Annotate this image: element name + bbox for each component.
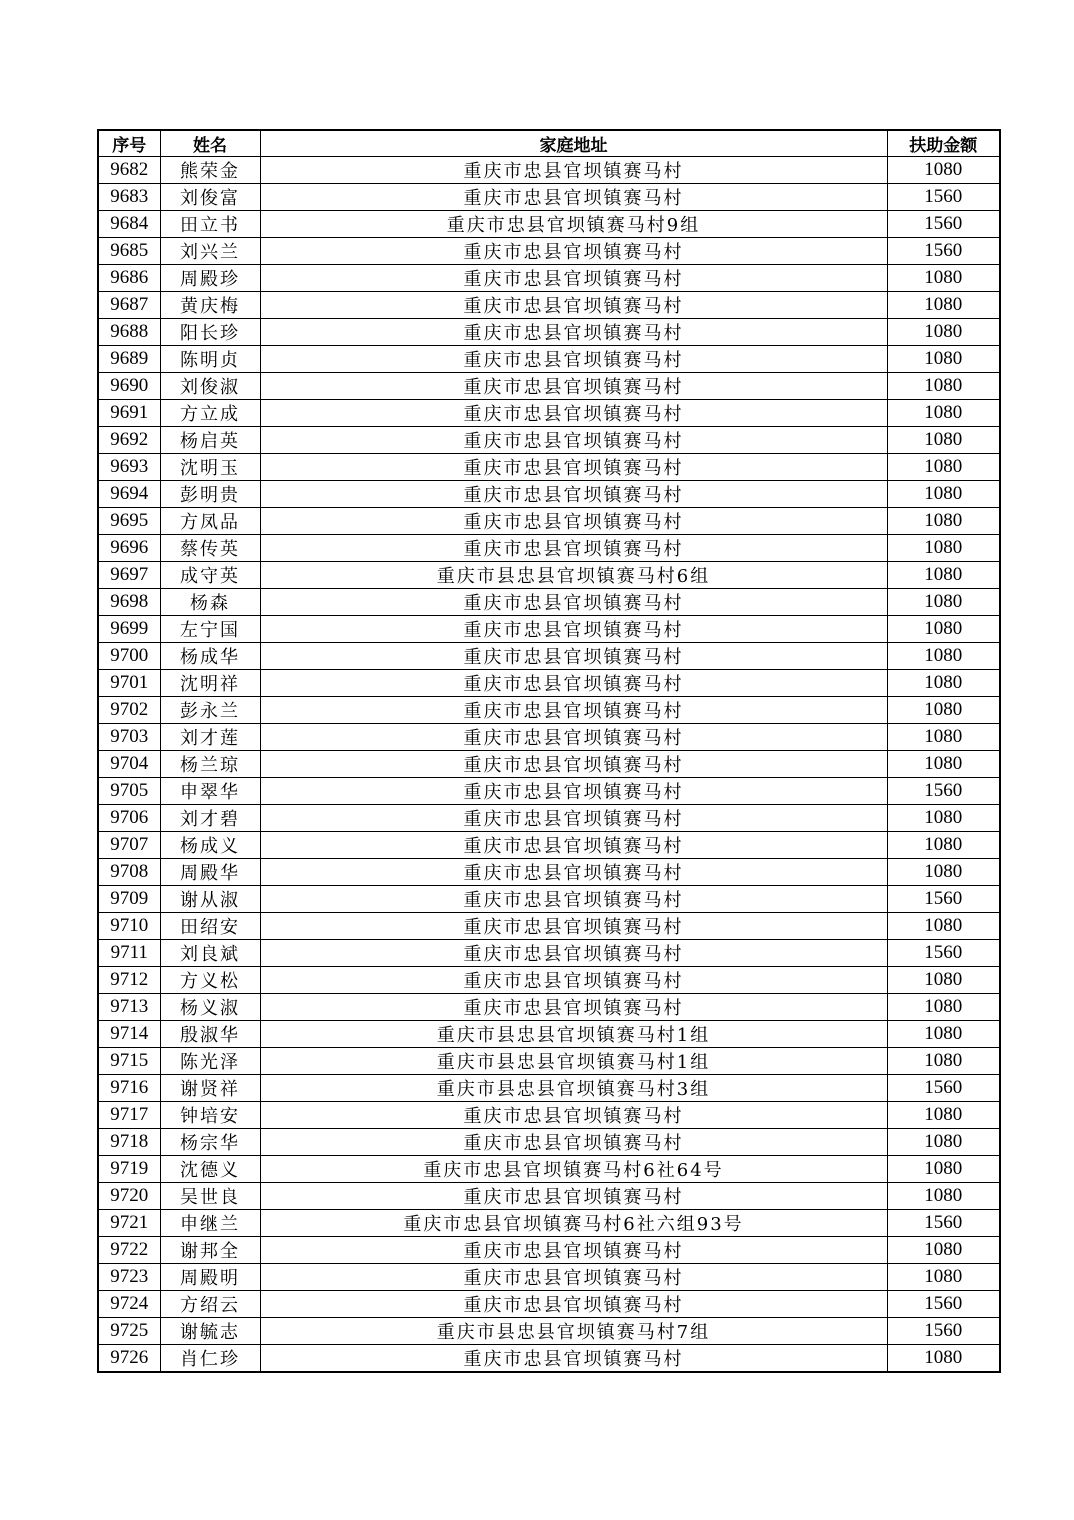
row-name: 阳长珍 bbox=[160, 319, 260, 346]
row-name: 方凤品 bbox=[160, 508, 260, 535]
row-seq: 9702 bbox=[98, 697, 160, 724]
table-row bbox=[98, 724, 1000, 751]
row-name: 方义松 bbox=[160, 967, 260, 994]
row-seq: 9697 bbox=[98, 562, 160, 589]
row-address: 重庆市忠县官坝镇赛马村 bbox=[260, 994, 887, 1021]
table-row bbox=[98, 967, 1000, 994]
row-amount: 1080 bbox=[887, 994, 1000, 1021]
row-seq: 9709 bbox=[98, 886, 160, 913]
row-address: 重庆市忠县官坝镇赛马村 bbox=[260, 940, 887, 967]
row-seq: 9726 bbox=[98, 1345, 160, 1373]
row-name: 申继兰 bbox=[160, 1210, 260, 1237]
row-address: 重庆市县忠县官坝镇赛马村1组 bbox=[260, 1048, 887, 1075]
row-amount: 1080 bbox=[887, 643, 1000, 670]
table-row bbox=[98, 562, 1000, 589]
row-amount: 1560 bbox=[887, 184, 1000, 211]
row-name: 杨义淑 bbox=[160, 994, 260, 1021]
row-address: 重庆市忠县官坝镇赛马村 bbox=[260, 319, 887, 346]
row-seq: 9707 bbox=[98, 832, 160, 859]
table-row bbox=[98, 427, 1000, 454]
row-seq: 9686 bbox=[98, 265, 160, 292]
row-name: 蔡传英 bbox=[160, 535, 260, 562]
row-seq: 9705 bbox=[98, 778, 160, 805]
row-amount: 1080 bbox=[887, 967, 1000, 994]
row-name: 杨森 bbox=[160, 589, 260, 616]
row-seq: 9694 bbox=[98, 481, 160, 508]
row-seq: 9684 bbox=[98, 211, 160, 238]
row-seq: 9691 bbox=[98, 400, 160, 427]
table-body bbox=[98, 157, 1000, 1373]
table-row bbox=[98, 1075, 1000, 1102]
row-name: 刘才莲 bbox=[160, 724, 260, 751]
row-address: 重庆市忠县官坝镇赛马村 bbox=[260, 454, 887, 481]
row-seq: 9687 bbox=[98, 292, 160, 319]
row-address: 重庆市忠县官坝镇赛马村9组 bbox=[260, 211, 887, 238]
row-seq: 9688 bbox=[98, 319, 160, 346]
table-row bbox=[98, 454, 1000, 481]
table-row bbox=[98, 886, 1000, 913]
row-address: 重庆市忠县官坝镇赛马村 bbox=[260, 1237, 887, 1264]
row-seq: 9714 bbox=[98, 1021, 160, 1048]
row-amount: 1080 bbox=[887, 1129, 1000, 1156]
row-name: 熊荣金 bbox=[160, 157, 260, 184]
table-row bbox=[98, 1183, 1000, 1210]
row-amount: 1080 bbox=[887, 832, 1000, 859]
header-amount: 扶助金额 bbox=[887, 130, 1000, 157]
row-name: 方立成 bbox=[160, 400, 260, 427]
row-seq: 9706 bbox=[98, 805, 160, 832]
row-amount: 1080 bbox=[887, 157, 1000, 184]
row-address: 重庆市忠县官坝镇赛马村 bbox=[260, 778, 887, 805]
row-name: 刘俊淑 bbox=[160, 373, 260, 400]
row-amount: 1560 bbox=[887, 211, 1000, 238]
row-seq: 9719 bbox=[98, 1156, 160, 1183]
row-seq: 9713 bbox=[98, 994, 160, 1021]
row-address: 重庆市忠县官坝镇赛马村 bbox=[260, 373, 887, 400]
row-name: 陈明贞 bbox=[160, 346, 260, 373]
row-seq: 9689 bbox=[98, 346, 160, 373]
table-row bbox=[98, 697, 1000, 724]
row-amount: 1560 bbox=[887, 1210, 1000, 1237]
table-row bbox=[98, 751, 1000, 778]
table-row bbox=[98, 238, 1000, 265]
row-seq: 9708 bbox=[98, 859, 160, 886]
table-row bbox=[98, 481, 1000, 508]
row-name: 沈明玉 bbox=[160, 454, 260, 481]
row-address: 重庆市忠县官坝镇赛马村 bbox=[260, 1183, 887, 1210]
row-seq: 9701 bbox=[98, 670, 160, 697]
row-seq: 9725 bbox=[98, 1318, 160, 1345]
table-row bbox=[98, 211, 1000, 238]
row-amount: 1560 bbox=[887, 238, 1000, 265]
beneficiary-table bbox=[97, 129, 1001, 1373]
row-address: 重庆市忠县官坝镇赛马村 bbox=[260, 265, 887, 292]
row-name: 谢从淑 bbox=[160, 886, 260, 913]
row-seq: 9693 bbox=[98, 454, 160, 481]
row-amount: 1080 bbox=[887, 1156, 1000, 1183]
row-amount: 1080 bbox=[887, 1021, 1000, 1048]
row-amount: 1080 bbox=[887, 535, 1000, 562]
row-address: 重庆市忠县官坝镇赛马村 bbox=[260, 535, 887, 562]
table-row bbox=[98, 292, 1000, 319]
table-row bbox=[98, 319, 1000, 346]
row-name: 成守英 bbox=[160, 562, 260, 589]
row-seq: 9716 bbox=[98, 1075, 160, 1102]
row-seq: 9703 bbox=[98, 724, 160, 751]
table-row bbox=[98, 1048, 1000, 1075]
row-amount: 1080 bbox=[887, 562, 1000, 589]
row-amount: 1560 bbox=[887, 940, 1000, 967]
row-name: 方绍云 bbox=[160, 1291, 260, 1318]
row-amount: 1560 bbox=[887, 1291, 1000, 1318]
row-seq: 9699 bbox=[98, 616, 160, 643]
row-name: 周殿明 bbox=[160, 1264, 260, 1291]
row-amount: 1080 bbox=[887, 427, 1000, 454]
row-address: 重庆市忠县官坝镇赛马村 bbox=[260, 1129, 887, 1156]
row-address: 重庆市忠县官坝镇赛马村 bbox=[260, 292, 887, 319]
header-name: 姓名 bbox=[160, 130, 260, 157]
table-row bbox=[98, 508, 1000, 535]
row-address: 重庆市忠县官坝镇赛马村 bbox=[260, 1102, 887, 1129]
row-seq: 9722 bbox=[98, 1237, 160, 1264]
header-address: 家庭地址 bbox=[260, 130, 887, 157]
row-name: 周殿华 bbox=[160, 859, 260, 886]
table-row bbox=[98, 1237, 1000, 1264]
row-amount: 1080 bbox=[887, 697, 1000, 724]
row-seq: 9698 bbox=[98, 589, 160, 616]
row-amount: 1080 bbox=[887, 616, 1000, 643]
row-name: 杨启英 bbox=[160, 427, 260, 454]
table-header-row bbox=[98, 130, 1000, 157]
row-seq: 9710 bbox=[98, 913, 160, 940]
row-amount: 1080 bbox=[887, 589, 1000, 616]
row-seq: 9718 bbox=[98, 1129, 160, 1156]
row-amount: 1080 bbox=[887, 319, 1000, 346]
row-seq: 9695 bbox=[98, 508, 160, 535]
row-address: 重庆市忠县官坝镇赛马村 bbox=[260, 481, 887, 508]
row-seq: 9720 bbox=[98, 1183, 160, 1210]
row-amount: 1080 bbox=[887, 1102, 1000, 1129]
row-name: 彭明贵 bbox=[160, 481, 260, 508]
row-address: 重庆市忠县官坝镇赛马村 bbox=[260, 400, 887, 427]
row-name: 刘俊富 bbox=[160, 184, 260, 211]
row-amount: 1560 bbox=[887, 1075, 1000, 1102]
table-row bbox=[98, 1102, 1000, 1129]
row-name: 钟培安 bbox=[160, 1102, 260, 1129]
row-seq: 9717 bbox=[98, 1102, 160, 1129]
row-address: 重庆市忠县官坝镇赛马村 bbox=[260, 697, 887, 724]
row-amount: 1080 bbox=[887, 805, 1000, 832]
row-address: 重庆市忠县官坝镇赛马村 bbox=[260, 346, 887, 373]
row-name: 谢毓志 bbox=[160, 1318, 260, 1345]
row-address: 重庆市县忠县官坝镇赛马村3组 bbox=[260, 1075, 887, 1102]
row-seq: 9685 bbox=[98, 238, 160, 265]
row-address: 重庆市忠县官坝镇赛马村6社六组93号 bbox=[260, 1210, 887, 1237]
row-address: 重庆市县忠县官坝镇赛马村6组 bbox=[260, 562, 887, 589]
row-name: 田立书 bbox=[160, 211, 260, 238]
table-row bbox=[98, 1021, 1000, 1048]
row-seq: 9721 bbox=[98, 1210, 160, 1237]
row-name: 杨宗华 bbox=[160, 1129, 260, 1156]
row-name: 刘才碧 bbox=[160, 805, 260, 832]
row-address: 重庆市忠县官坝镇赛马村 bbox=[260, 724, 887, 751]
row-amount: 1080 bbox=[887, 724, 1000, 751]
table-row bbox=[98, 670, 1000, 697]
row-amount: 1080 bbox=[887, 913, 1000, 940]
row-name: 殷淑华 bbox=[160, 1021, 260, 1048]
row-amount: 1080 bbox=[887, 400, 1000, 427]
table-row bbox=[98, 1318, 1000, 1345]
row-address: 重庆市忠县官坝镇赛马村 bbox=[260, 589, 887, 616]
row-name: 沈德义 bbox=[160, 1156, 260, 1183]
row-address: 重庆市忠县官坝镇赛马村 bbox=[260, 238, 887, 265]
row-address: 重庆市县忠县官坝镇赛马村1组 bbox=[260, 1021, 887, 1048]
row-seq: 9690 bbox=[98, 373, 160, 400]
table-row bbox=[98, 1129, 1000, 1156]
row-amount: 1560 bbox=[887, 778, 1000, 805]
row-name: 刘良斌 bbox=[160, 940, 260, 967]
row-seq: 9712 bbox=[98, 967, 160, 994]
table-row bbox=[98, 157, 1000, 184]
row-name: 左宁国 bbox=[160, 616, 260, 643]
row-address: 重庆市忠县官坝镇赛马村 bbox=[260, 859, 887, 886]
row-seq: 9723 bbox=[98, 1264, 160, 1291]
row-address: 重庆市忠县官坝镇赛马村 bbox=[260, 1264, 887, 1291]
row-address: 重庆市忠县官坝镇赛马村 bbox=[260, 508, 887, 535]
row-address: 重庆市县忠县官坝镇赛马村7组 bbox=[260, 1318, 887, 1345]
row-seq: 9724 bbox=[98, 1291, 160, 1318]
row-name: 田绍安 bbox=[160, 913, 260, 940]
row-amount: 1080 bbox=[887, 265, 1000, 292]
row-address: 重庆市忠县官坝镇赛马村 bbox=[260, 1345, 887, 1373]
row-name: 沈明祥 bbox=[160, 670, 260, 697]
row-name: 刘兴兰 bbox=[160, 238, 260, 265]
table-row bbox=[98, 913, 1000, 940]
row-address: 重庆市忠县官坝镇赛马村 bbox=[260, 967, 887, 994]
row-address: 重庆市忠县官坝镇赛马村 bbox=[260, 670, 887, 697]
row-address: 重庆市忠县官坝镇赛马村 bbox=[260, 643, 887, 670]
row-amount: 1080 bbox=[887, 859, 1000, 886]
row-amount: 1080 bbox=[887, 1237, 1000, 1264]
row-address: 重庆市忠县官坝镇赛马村 bbox=[260, 427, 887, 454]
row-name: 谢贤祥 bbox=[160, 1075, 260, 1102]
row-amount: 1560 bbox=[887, 886, 1000, 913]
row-name: 杨兰琼 bbox=[160, 751, 260, 778]
table-row bbox=[98, 616, 1000, 643]
table-row bbox=[98, 589, 1000, 616]
table-row bbox=[98, 778, 1000, 805]
table-row bbox=[98, 1345, 1000, 1373]
row-address: 重庆市忠县官坝镇赛马村 bbox=[260, 616, 887, 643]
row-name: 陈光泽 bbox=[160, 1048, 260, 1075]
table-row bbox=[98, 535, 1000, 562]
row-name: 杨成义 bbox=[160, 832, 260, 859]
row-seq: 9700 bbox=[98, 643, 160, 670]
row-amount: 1080 bbox=[887, 1048, 1000, 1075]
row-address: 重庆市忠县官坝镇赛马村 bbox=[260, 157, 887, 184]
table-row bbox=[98, 1156, 1000, 1183]
row-address: 重庆市忠县官坝镇赛马村6社64号 bbox=[260, 1156, 887, 1183]
row-amount: 1080 bbox=[887, 1264, 1000, 1291]
row-amount: 1080 bbox=[887, 373, 1000, 400]
row-amount: 1080 bbox=[887, 1345, 1000, 1373]
row-name: 黄庆梅 bbox=[160, 292, 260, 319]
row-name: 谢邦全 bbox=[160, 1237, 260, 1264]
row-seq: 9711 bbox=[98, 940, 160, 967]
table-row bbox=[98, 1264, 1000, 1291]
table-row bbox=[98, 184, 1000, 211]
table-row bbox=[98, 643, 1000, 670]
row-seq: 9682 bbox=[98, 157, 160, 184]
row-name: 申翠华 bbox=[160, 778, 260, 805]
row-amount: 1080 bbox=[887, 751, 1000, 778]
table-row bbox=[98, 805, 1000, 832]
table-row bbox=[98, 940, 1000, 967]
row-address: 重庆市忠县官坝镇赛马村 bbox=[260, 1291, 887, 1318]
row-name: 杨成华 bbox=[160, 643, 260, 670]
row-amount: 1080 bbox=[887, 292, 1000, 319]
row-seq: 9692 bbox=[98, 427, 160, 454]
row-address: 重庆市忠县官坝镇赛马村 bbox=[260, 751, 887, 778]
table-row bbox=[98, 373, 1000, 400]
row-name: 周殿珍 bbox=[160, 265, 260, 292]
row-address: 重庆市忠县官坝镇赛马村 bbox=[260, 832, 887, 859]
row-amount: 1080 bbox=[887, 670, 1000, 697]
row-address: 重庆市忠县官坝镇赛马村 bbox=[260, 184, 887, 211]
row-name: 彭永兰 bbox=[160, 697, 260, 724]
row-seq: 9704 bbox=[98, 751, 160, 778]
row-amount: 1080 bbox=[887, 454, 1000, 481]
row-amount: 1080 bbox=[887, 481, 1000, 508]
row-name: 肖仁珍 bbox=[160, 1345, 260, 1373]
row-seq: 9696 bbox=[98, 535, 160, 562]
row-seq: 9715 bbox=[98, 1048, 160, 1075]
row-address: 重庆市忠县官坝镇赛马村 bbox=[260, 805, 887, 832]
row-address: 重庆市忠县官坝镇赛马村 bbox=[260, 913, 887, 940]
table-row bbox=[98, 994, 1000, 1021]
row-address: 重庆市忠县官坝镇赛马村 bbox=[260, 886, 887, 913]
header-seq: 序号 bbox=[98, 130, 160, 157]
table-row bbox=[98, 1210, 1000, 1237]
table-row bbox=[98, 400, 1000, 427]
row-seq: 9683 bbox=[98, 184, 160, 211]
table-row bbox=[98, 346, 1000, 373]
row-amount: 1080 bbox=[887, 346, 1000, 373]
table-row bbox=[98, 265, 1000, 292]
row-amount: 1080 bbox=[887, 1183, 1000, 1210]
row-amount: 1080 bbox=[887, 508, 1000, 535]
beneficiary-table-container bbox=[97, 129, 999, 1373]
row-amount: 1560 bbox=[887, 1318, 1000, 1345]
table-row bbox=[98, 832, 1000, 859]
table-row bbox=[98, 1291, 1000, 1318]
row-name: 吴世良 bbox=[160, 1183, 260, 1210]
table-row bbox=[98, 859, 1000, 886]
